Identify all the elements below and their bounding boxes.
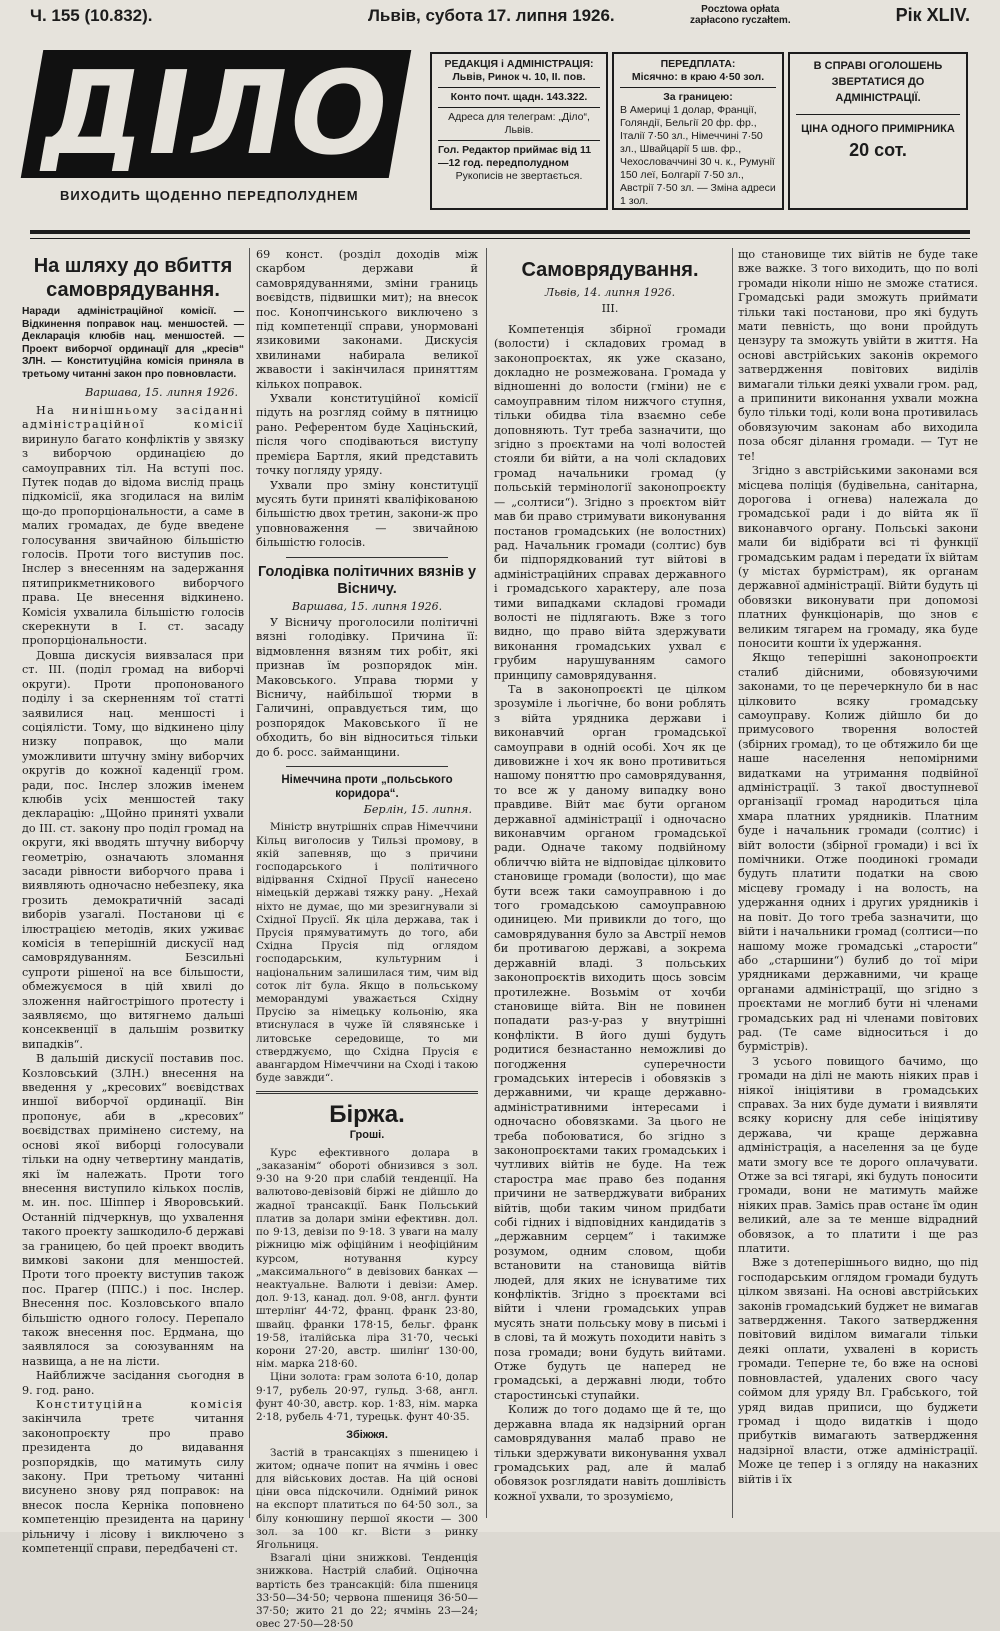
issue-date: Львів, субота 17. липня 1926. [368, 6, 615, 25]
article-headline: Німеччина проти „польського коридора“. [281, 774, 453, 800]
divider [620, 87, 776, 88]
masthead-rule [30, 230, 970, 234]
article-paragraph: Та в законопроєкті це цілком зрозуміле і льогічне, бо вони роблять з війта урядника держави і виконавчий орган громадської самоуправи в одній особі. Хоч як це дивовижне і хоч як воно противиться нашому поняттю про самоврядування, то все ж у даному випадку воно правдиве. Війт має бути органом державної адміністрації і одночасно виконавчим органом громадської ради. Одначе такому подвійному обличчю війта не відповідає цілковито становище громади (волости), що має бути всеж таки самоуправною і до того громадською самоуправною одиницею. Ми привикли до того, що самоврядування було за Австрії немов би противагою державі, а зокрема державній владі. З польських законопроєктів виходить щось зовсім протилежне. Возьмім от хочби становище війта. Він не повинен попадати раз-у-раз у внутрішні конфлікти. В його душі будуть родитися безнастанно неможливі до погодження суперечности громадських інтересів і обовязків з державними, чи краще державно-адміністративними інтересами і одночасно обовязками. За цього не треба побоюватися, бо згідно з законопроєктами таких громадських і чутливих війтів не буде. На теж старостра має право без подання причини не затверджувати вибраних війтів, щоби таким чином придбати собі гідних і відповідних кандидатів з „державним серцем“ і такимже розумом, одним словом, щоби встановити на становища війтів людей, для яких не існуватиме тих конфліктів. Згідно з проєктами всі війти і члени громадських управ мусять знати польську мову в письмі і в слові, та й можуть походити навіть з поза громади; вони будуть вийтами. Отже будуть це наперед не громадські, а державні люди, тобто старостинські ступайки. [494, 682, 726, 1402]
column-2 [256, 248, 478, 1631]
article-paragraph: що становище тих війтів не буде таке вже важке. З того виходить, що по волі громади ніколи нішо не зможе статися. Громадські ради зможуть приймати тільки такі постанови, про які будуть мати певність, що вони пройдуть цензуру та зможуть увійти в життя. На основі австрійських законів окремого затвердження повітових виділів вимагали тільки деякі ухвали гром. рад, а припинити виконання ухвали можна було тільки тоді, коли вона противилась обовязуючим законам або виходила поза обсяг ділання громади. — Тут не те! [738, 248, 978, 463]
abroad-heading: За границею: [663, 91, 733, 103]
postage-line-2: zapłacono ryczałtem. [690, 15, 791, 26]
article-headline: Голодівка політичних вязнів у Вісничу. [257, 563, 477, 597]
lead-spaced: Конституційна комісія [36, 1398, 244, 1411]
article-paragraph: Міністр внутрішніх справ Німеччини Кільц виголосив у Тильзі промову, в якій запевняв, що з причини господарського і політичного відірвання Східної Прусії нанесено німецькій державі тяжку рану. „Нехай ніхто не думає, що ми зрезигнували зі Східної Прусії. Як ціла держава, так і Прусія прямуватимуть до того, аби Східна Прусія під оглядом господарським, культурним і національним залишилася тим, чим від соток літ була. Якщо в польському меморандумі уважається Східну Прусію за німецьку кольонію, яка втиснулася в чуже їй слявянське і литовське середовище, то ми стверджуємо, що Східна Прусія є авангардом Німеччини на Сході і такою буде завжди“. [256, 821, 478, 1085]
exchange-headline: Біржа. [329, 1101, 405, 1129]
tagline: ВИХОДИТЬ ЩОДЕННО ПЕРЕДПОЛУДНЕМ [60, 188, 359, 203]
exchange-subheading: Гроші. [349, 1129, 385, 1142]
redaction-address: Львів, Ринок ч. 10, II. пов. [452, 71, 586, 83]
section-separator [256, 1091, 478, 1094]
article-headline: На шляху до вбиття самоврядування. [33, 255, 233, 301]
telegram-address: Адреса для телеграм: „Діло“, Львів. [448, 111, 590, 136]
article-paragraph: Ухвали про зміну конституції мусять бути приняті кваліфікованою більшістю двох третин, закони-ж про уповноваження — звичайною більшістю голосів. [256, 478, 478, 550]
lead-text: виринуло багато конфліктів у звязку з виборчою ординацією до самоуправних тіл. На вступі пос. Путек подав до відома вислід праць підкомісії, яка згодилася на вилім що-до пропорціональности, а саме в малих громадах, де буде введене голосування звичайною більшістю голосів. Проти того виступив пос. Інслер з внесенням на задержання пятиприкметникового виборчого права. Це внесення відкинено. Комісія ухвалила більшістю голосів скерекнути в І. ст. засаду пропорціональности. [22, 432, 244, 648]
article-paragraph: Застій в трансакціях з пшеницею і житом; одначе попит на ячмінь і овес для військових достав. На цій основі ціни овса підскочили. Однімий ринок на експорт платиться по 64·50 зол., за білу конюшину першої якости — 300 зол. за 100 кг. Вісти з ринку Ягольниця. [256, 1446, 478, 1551]
price-label: ЦІНА ОДНОГО ПРИМІРНИКА [801, 123, 955, 135]
column-4 [738, 248, 978, 1528]
article-paragraph: 69 конст. (розділ доходів між скарбом держави й самоврядуваннями, зміни границь воєвідств, підвишки мит); на внесок пос. Конопчинського виключено з під компетенції справи, унормовані язиковими законами. Дискусія хвилинами набирала великої жвавости і закінчилася приняттям кількох поправок. [256, 248, 478, 391]
article-dateline: Варшава, 15. липня 1926. [291, 599, 443, 613]
article-summary: Наради адміністраційної комісії. — Відкинення поправок нац. меншостей. — Декларація клюбів нац. меншостей. — Проект виборчої ординації для „кресів“ ЗЛН. — Конституційна комісія приняла в третьому читанні закон про повновласти. [22, 306, 244, 380]
article-paragraph: З усього повищого бачимо, що громади на ділі не мають ніяких прав і ніякої ініціятиви в громадських справах. За них буде думати і виявляти всяку корисну для себе ініціятиву держава, чи краще державна адміністрація, а населення за це буде мати змогу все те дорого оплачувати. Отже за всі тягарі, які будуть поносити громади, вони не матимуть майже ніяких прав. Замісь прав останє їм один великий, але за те менше відрадний обовязок, а то платити і ще раз платити. [738, 1054, 978, 1256]
article-paragraph: Ціни золота: грам золота 6·10, долар 9·17, рубель 20·97, гульд. 3·68, англ. фунт 40·30, австр. кор. 1·83, нім. марка 2·18, рубель 4·71, турецьк. фунт 40·35. [256, 1371, 478, 1423]
article-paragraph: Найближче засідання сьогодня в 9. год. рано. [22, 1369, 244, 1397]
manuscripts-note: Рукописів не звертається. [455, 170, 583, 182]
column-rule [486, 248, 487, 1518]
article-dateline: Львів, 14. липня 1926. [544, 286, 676, 299]
column-rule [249, 248, 250, 1518]
article-separator [286, 557, 448, 558]
article-paragraph: У Вісничу проголосили політичні вязні голодівку. Причина її: відмовлення вязням тих робіт, які признав їм розпорядок мін. Маковського. Управа тюрми у Вісничу, найбільшої тюрми в Галичині, оправдується тим, що розпорядок Маковського її не обходить, бо він відноситься тільки до б. росс. займанщини. [256, 615, 478, 759]
article-paragraph [22, 404, 244, 649]
redaction-heading: РЕДАКЦІЯ і АДМІНІСТРАЦІЯ: [444, 58, 594, 70]
editor-hours: Гол. Редактор приймає від 11—12 год. передполудном [438, 144, 592, 169]
article-dateline: Берлін, 15. липня. [363, 803, 472, 816]
postal-account: Конто почт. щадн. 143.322. [450, 91, 588, 103]
article-paragraph: Якщо теперішні законопроєкти сталиб дійсними, обовязуючими законами, то це перечеркнуло би в нас цілковито всяку громадську самоуправу. Колиж дійшло би до примусового творення волостей (збірних громад), то це обтяжило би ще наше населення непомірними видатками на утримання подвійної адміністрації. З такої двоступневої організації громад народиться ціла хмара платних урядників. Платним буде і начальник громади (солтис) і війт волости (збірної громади) і всі їх помічники. Отже поодинокі громади будуть платити податки на свою місцеву громаду і на волость, на удержання одних і других урядників і на повіт. До того треба зазначити, що війти і начальники громад (солтиси—по нашому може громадські „старости“ або „старшини“) булиб до тої міри урядниками державними, чи краще органами адміністрації, що згідно з проєктами не моглиб бути ні членами громадських рад ні членами повітових рад. (Те саме відноситься і до бурмістрів). [738, 651, 978, 1054]
subscription-box [612, 52, 784, 210]
lead-spaced: На нинішньому засіданні адміністраційної комісії [22, 403, 244, 432]
article-paragraph: Колиж до того додамо ще й те, що державна влада як надзірний орган самоврядування малаб право не тільки здержувати виконування ухвал громадських рад, але й малаб обовязок розглядати навіть дошлівість кожної ухвали, то зрозуміємо, [494, 1403, 726, 1503]
masthead-rule-thin [30, 238, 970, 239]
subscription-heading: ПЕРЕДПЛАТА: [660, 58, 736, 70]
newspaper-title-logo: ДІЛО [21, 50, 412, 178]
article-paragraph: В дальшій дискусії поставив пос. Козловський (ЗЛН.) внесення на введення у „кресових“ воєвідствах иншої виборчої ординації. Він пропонує, аби в „кресових“ воєвідствах примінено систему, на основі якої виборці голосували тільки на одну четвертину мандатів, які їм належать. Проти того внесення виступило кількох послів, м. ин. пос. Шіппер і Яворовський. Останній підчеркнув, що ухвалення такого проекту зашкодило-б державі за границею, бо цей проект вводить вимкові закони для меншостей. Проти того проекту виступив також пос. Прагер (ППС.) і пос. Інслер. Внесення пос. Козловського впало більшістю одного голосу. Перепало також внесення пос. Ердмана, що заявлялося за союзуванням на назвища, а не на лісти. [22, 1052, 244, 1368]
article-headline: Самоврядування. [521, 259, 699, 281]
volume-year: Рік XLIV. [895, 5, 970, 25]
section-number: III. [601, 302, 619, 316]
article-paragraph: Курс ефективного долара в „заказанім“ обороті обнизився з зол. 9·30 на 9·20 при слабій тенденції. На валютово-девізовій біржі не дійшло до жадної трансакції. Банк Польський платив за долари зміни ефективн. дол. по 9·13, девізи по 9·18. З уваги на малу ріжницю між офіційним і неофіційним курсом, нотування курсу „максимального“ в девізових банках — неактуальне. Валюти і девізи: Амер. дол. 9·13, канад. дол. 9·08, англ. фунти штерлінґ 44·72, франц. франк 23·80, швайц. франки 178·15, бельг. франк 19·58, італійська ліра 31·70, чеські корони 27·20, австр. шилінґ 130·00, нім. марка 218·60. [256, 1146, 478, 1371]
postage-line-1: Pocztowa opłata [701, 4, 780, 15]
divider [796, 114, 960, 115]
issue-number: Ч. 155 (10.832). [30, 6, 153, 25]
top-line [30, 4, 970, 28]
single-copy-price: 20 сот. [849, 140, 907, 160]
divider [438, 87, 600, 88]
article-paragraph: Довша дискусія виявзалася при ст. III. (поділ громад на виборчі округи). Проти пропонованого поділу і за скерненням тої статті заявилися нац. меншості і соціялісти. Тому, що відкинено цілу низку поправок, що мали уможливити штучну зміну виборчих округів до кожної каденції гром. ради, пос. Інслер зложив іменем клюбів усіх меншостей таку декларацію: „Щойно приняті ухвали до III. ст. закону про поділ громад на округи, які вводять штучну виборчу геометрію, означають зломання засади рівности виборчого права і виявляють одночасно небезпеку, яка грозить демократичній засаді виборів узагалі. Постанови ці є ілюстрацією методів, яких уживає комісія в теперішній дискусії над самоврядуванням. Безсильні супроти рішеної на все більшости, обмежуємося в цій хвилі до зложення найгострішого протесту і заявляємо, що витягнемо дальші консеквенції в дальшім розвитку випадків“. [22, 648, 244, 1051]
postage-note [690, 4, 791, 26]
column-rule [732, 248, 733, 1518]
article-separator [286, 766, 448, 767]
article-paragraph: Взагалі ціни знижкові. Тенденція знижкова. Настрій слабий. Оціночна вартість без трансакцій: біла пшениця 33·50—34·50; червона пшениця 36·50—37·50; жито 21 до 22; ячмінь 23—24; овес 27·50—28·50 [256, 1552, 478, 1631]
column-3 [494, 248, 726, 1528]
article-dateline: Варшава, 15. липня 1926. [85, 385, 238, 399]
article-paragraph [22, 1398, 244, 1556]
subscription-monthly: Місячно: в краю 4·50 зол. [631, 71, 765, 83]
advertising-box [788, 52, 968, 210]
column-1 [22, 248, 244, 1556]
article-paragraph: Компетенція збірної громади (волости) і складових громад в законопроєктах, як уже сказано, докладно не розмежована. Громада у відношенні до волости (гміни) не є самоуправним тілом нижчого ступня, тільки обидва тіла взаємно себе доповняють. Тут треба зазначити, що згідно з проєктами на чолі волостей стояли би війти, а на чолі складових громад начальники громад (у польській термінології законопроєкту — „солтиси“). Згідно з проєктом війт мав би право стримувати виконування постанов громадських (не волостних) рад. Начальник громади (солтис) був би підпорядкований тут війтові в адміністраційних справах державного і громадського характеру, але поза тими випадками складові громади волості не підлягають. Вже з того видно, що право війта здержувати виконання громадських ухвал є грубим нарушуванням самого принципу самоврядування. [494, 322, 726, 682]
article-paragraph: Ухвали конституційної комісії підуть на розгляд сойму в пятницю рано. Референтом буде Хаціньский, після чого сподіваються виступу премієра Бартля, який представить точку погляду уряду. [256, 392, 478, 478]
divider [438, 140, 600, 141]
article-paragraph: Згідно з австрійськими законами вся місцева поліція (будівельна, санітарна, дорогова і огнева) належала до громадської ради і до війта як її виконавчого органу. Польські закони мали би відібрати всі ті функції громадським радам і передати їх війтам (у містах бурмістрам), як органам державної адміністрації. Війти будуть ці обовязки виконувати при допомозі платних функціонарів, що знов є великим тягарем на громаду, яка буде поносити кошти їх удержання. [738, 464, 978, 650]
lead-text: закінчила третє читання законопроєкту про право президента до видавання розпорядків, що матимуть силу закону. При третьому читанні висунено знову ряд поправок: на внесок посла Керніка поповнено компетенцію президента на царину рільничу і лісову і виключено з компетенції справи, передбачені ст. [22, 1412, 244, 1556]
divider [438, 107, 600, 108]
abroad-prices: В Америці 1 долар, Франції, Голяндії, Бельгії 20 фр. фр., Італії 7·50 зл., Німеччині 7·50 зл., Швайцарії 5 шв. фр., Чехословаччині 30 ч. к., Румунії 150 леї, Болгарії 7·50 зл., Австрії 7·50 зл. — Зміна адреси 1 зол. [620, 104, 776, 207]
article-paragraph: Вже з дотеперішнього видно, що під господарським оглядом громади будуть цілком звязані. На основі австрійських законів громадський буджет не вимагав затвердження. Такого затвердження повітовий виділом вимагали тільки деякі оплати, ухвалені в користь громади. Теперне те, бо вже на основі повновластей, удалених свого часу соймом для уряду Вл. Грабського, той уряд видав приписи, що буджети громад і щодо видатків і щодо прибутків вимагають затвердження надзірної власти, отже адміністрації. Може це тепер і з огляду на наказних війтів і їх [738, 1256, 978, 1486]
exchange-subheading: Збіжжя. [346, 1429, 388, 1442]
redaction-box [430, 52, 608, 210]
ads-contact: В СПРАВІ ОГОЛОШЕНЬ ЗВЕРТАТИСЯ ДО АДМІНІСТРАЦІЇ. [813, 60, 943, 104]
